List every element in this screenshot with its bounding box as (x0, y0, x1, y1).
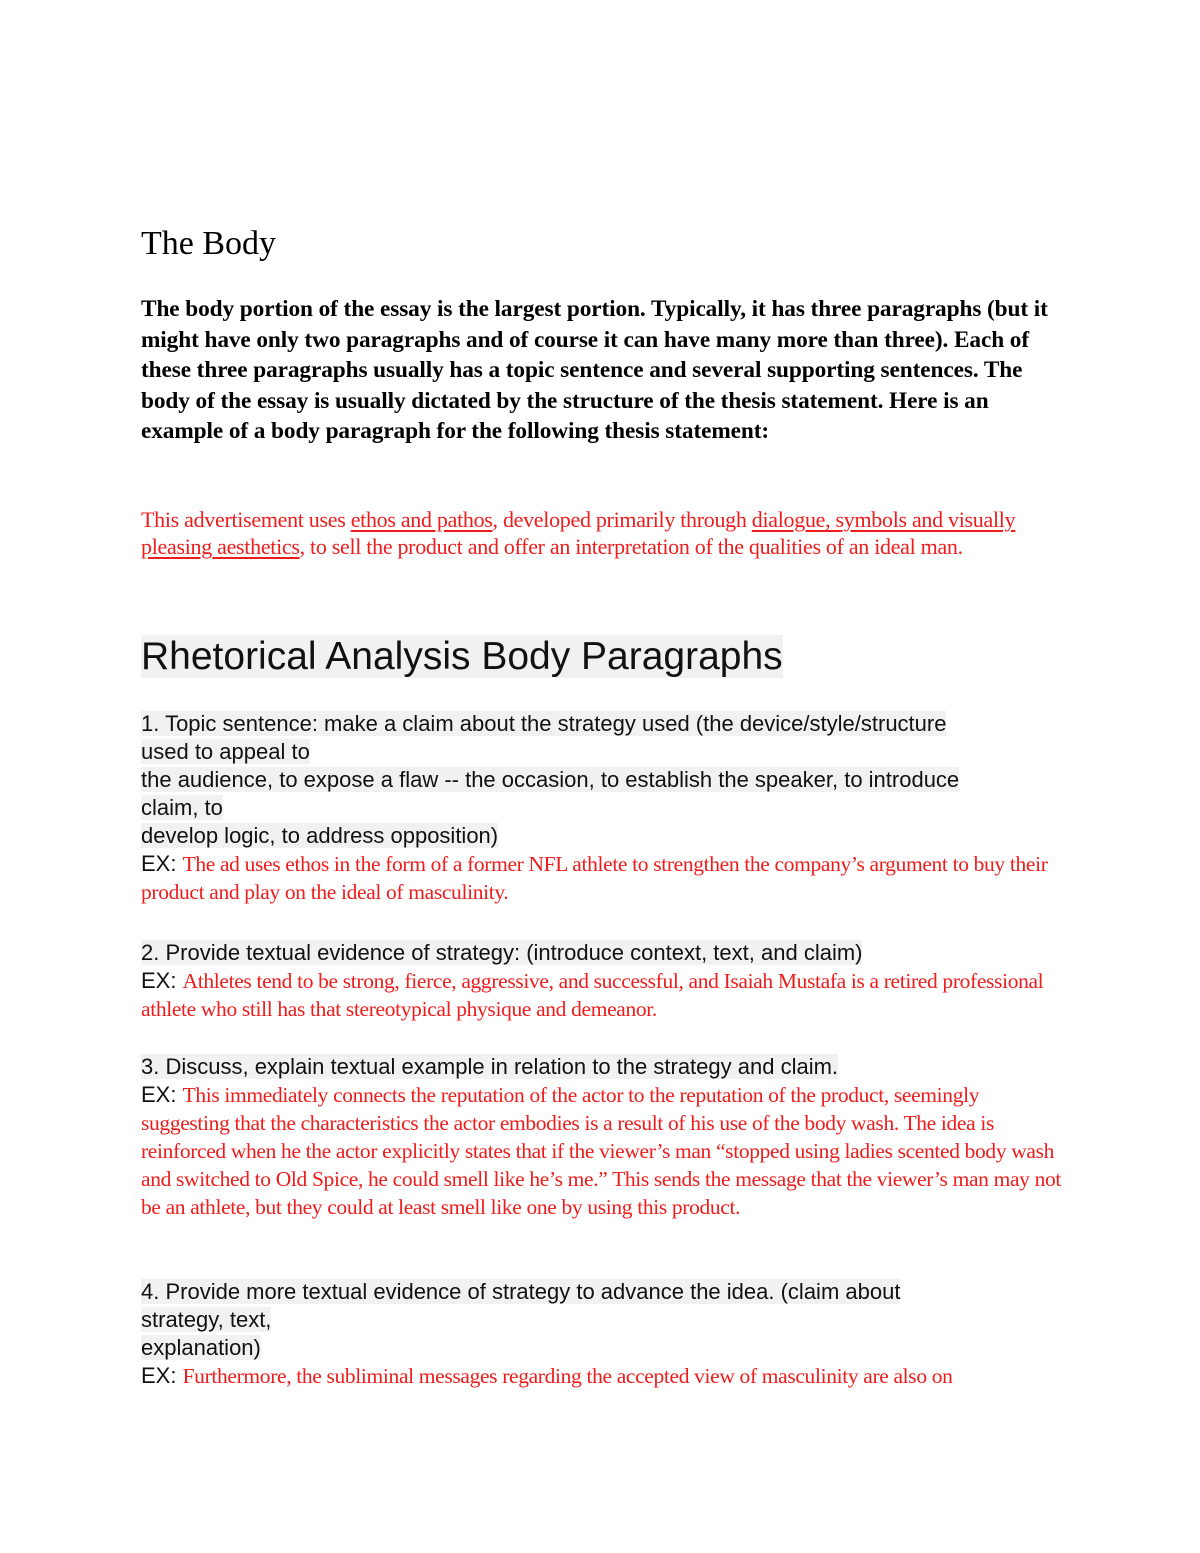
step-2-example (141, 967, 1066, 1023)
step-1-line-3 (141, 766, 1066, 794)
step-4-line-3-text: explanation) (141, 1335, 261, 1360)
step-4-line-1 (141, 1278, 1066, 1306)
step-2 (141, 939, 1066, 1023)
rhetorical-heading (141, 634, 783, 680)
thesis-text-part-2: , developed primarily through (492, 507, 752, 532)
step-2-line-1-text: 2. Provide textual evidence of strategy: (introduce context, text, and claim) (141, 940, 863, 965)
step-1-line-1 (141, 710, 1066, 738)
step-1-example-text: The ad uses ethos in the form of a former NFL athlete to strengthen the company’s argument to buy their product and play on the ideal of masculinity. (141, 852, 1048, 904)
step-3 (141, 1053, 1066, 1221)
step-4-line-2 (141, 1306, 1066, 1334)
step-2-line-1 (141, 939, 1066, 967)
step-4-ex-label: EX: (141, 1363, 183, 1388)
thesis-text-part-3: , to sell the product and offer an interpretation of the qualities of an ideal man. (299, 534, 963, 559)
step-2-example-text: Athletes tend to be strong, fierce, aggressive, and successful, and Isaiah Mustafa is a retired professional athlete who still has that stereotypical physique and demeanor. (141, 969, 1044, 1021)
step-4 (141, 1278, 1066, 1390)
rhetorical-heading-text: Rhetorical Analysis Body Paragraphs (141, 635, 783, 678)
step-1-line-2 (141, 738, 1066, 766)
step-1 (141, 710, 1066, 906)
step-3-example (141, 1081, 1066, 1221)
section-title: The Body (141, 225, 277, 262)
step-3-example-text: This immediately connects the reputation of the actor to the reputation of the product, seemingly suggesting that the characteristics the actor embodies is a result of his use of the body wash. The idea is reinforced when he the actor explicitly states that if the viewer’s man “stopped using ladies scented body wash and switched to Old Spice, he could smell like he’s me.” This sends the message that the viewer’s man may not be an athlete, but they could at least smell like one by using this product. (141, 1083, 1061, 1219)
step-4-line-1-text: 4. Provide more textual evidence of strategy to advance the idea. (claim about (141, 1279, 901, 1304)
step-2-ex-label: EX: (141, 968, 183, 993)
intro-paragraph: The body portion of the essay is the largest portion. Typically, it has three paragraphs (but it might have only two paragraphs and of course it can have many more than three). Each of these three paragraphs usually has a topic sentence and several supporting sentences. The body of the essay is usually dictated by the structure of the thesis statement. Here is an example of a body paragraph for the following thesis statement: (141, 296, 1048, 445)
step-3-line-1 (141, 1053, 1066, 1081)
step-3-line-1-text: 3. Discuss, explain textual example in relation to the strategy and claim. (141, 1054, 839, 1079)
thesis-statement (141, 506, 1051, 560)
step-4-example-text: Furthermore, the subliminal messages regarding the accepted view of masculinity are also on (182, 1364, 953, 1388)
step-1-line-4-text: claim, to (141, 795, 223, 820)
step-1-line-5-text: develop logic, to address opposition) (141, 823, 499, 848)
step-1-line-4 (141, 794, 1066, 822)
step-1-ex-label: EX: (141, 851, 183, 876)
step-3-ex-label: EX: (141, 1082, 183, 1107)
step-1-line-3-text: the audience, to expose a flaw -- the occasion, to establish the speaker, to introduce (141, 767, 960, 792)
step-1-line-5 (141, 822, 1066, 850)
step-4-line-3 (141, 1334, 1066, 1362)
step-1-example (141, 850, 1066, 906)
step-4-example (141, 1362, 1066, 1390)
thesis-underlined-devices: dialogue, symbols and visually pleasing aesthetics (141, 507, 1016, 559)
thesis-text-part-1: This advertisement uses (141, 507, 351, 532)
step-1-line-1-text: 1. Topic sentence: make a claim about the strategy used (the device/style/structure (141, 711, 947, 736)
thesis-underlined-appeals: ethos and pathos (350, 507, 493, 532)
step-4-line-2-text: strategy, text, (141, 1307, 272, 1332)
step-1-line-2-text: used to appeal to (141, 739, 310, 764)
